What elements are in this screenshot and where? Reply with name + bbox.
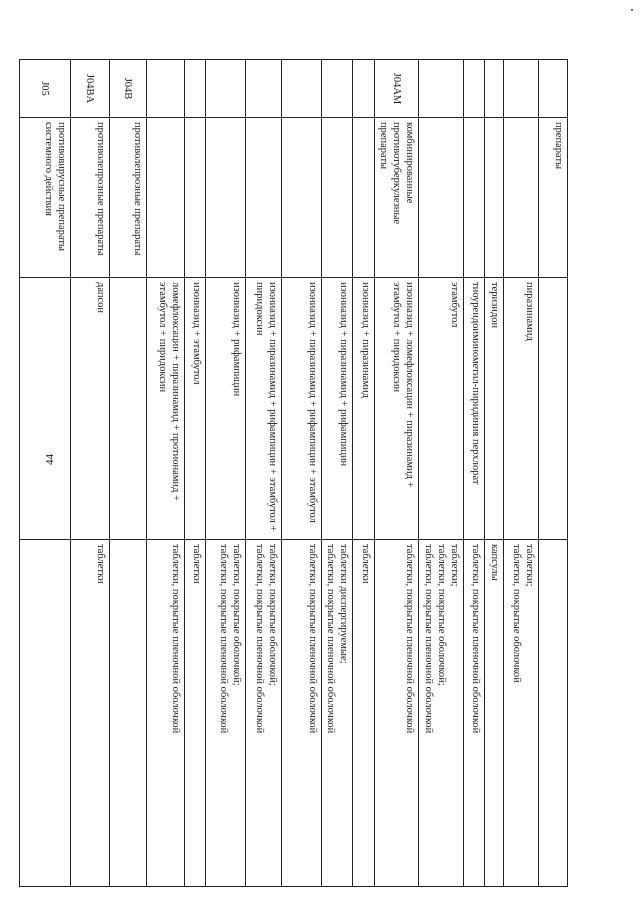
group-cell [282, 118, 322, 278]
atc-code-cell [185, 60, 206, 118]
form-cell: капсулы [485, 540, 504, 887]
drug-cell: изониазид + рифампицин [206, 278, 246, 540]
table-row [147, 60, 185, 887]
form-cell: таблетки, покрытые пленочной оболочкой [282, 540, 322, 887]
drug-cell: изониазид + пиразинамид + рифампицин [322, 278, 353, 540]
atc-code-cell: J04BA [71, 60, 110, 118]
drug-cell: изониазид + пиразинамид + рифампицин + этамбутол [282, 278, 322, 540]
atc-code-cell [539, 60, 568, 118]
table-row [185, 60, 206, 887]
drug-cell: этамбутол [419, 278, 464, 540]
atc-code-cell [504, 60, 539, 118]
drug-table [19, 59, 568, 887]
form-cell [110, 540, 147, 887]
atc-code-cell: J04B [110, 60, 147, 118]
drug-cell: изониазид + пиразинамид + рифампицин + этамбутол + пиридоксин [246, 278, 282, 540]
drug-cell: пиразинамид [504, 278, 539, 540]
table-row [375, 60, 419, 887]
atc-code-cell [485, 60, 504, 118]
group-cell [485, 118, 504, 278]
drug-cell: дапсон [71, 278, 110, 540]
atc-code-cell: J05 [20, 60, 71, 118]
drug-cell: изониазид + ломефлоксацин + пиразинамид + этамбутол + пиридоксин [375, 278, 419, 540]
atc-code-cell [282, 60, 322, 118]
table-row [322, 60, 353, 887]
form-cell: таблетки [353, 540, 375, 887]
atc-code-cell [464, 60, 485, 118]
drug-cell: тиоуреидоиминометил-пиридиния перхлорат [464, 278, 485, 540]
group-cell: противовирусные препараты системного действия [20, 118, 71, 278]
atc-code-cell [419, 60, 464, 118]
form-cell: таблетки, покрытые пленочной оболочкой [464, 540, 485, 887]
group-cell [147, 118, 185, 278]
group-cell [185, 118, 206, 278]
table-row [539, 60, 568, 887]
form-cell: таблетки диспергируемые; таблетки, покрытые пленочной оболочкой [322, 540, 353, 887]
form-cell [20, 540, 71, 887]
table-row [206, 60, 246, 887]
table-row [504, 60, 539, 887]
table-row [485, 60, 504, 887]
form-cell: таблетки, покрытые оболочкой; таблетки, покрытые пленочной оболочкой [206, 540, 246, 887]
group-cell [504, 118, 539, 278]
table-row [419, 60, 464, 887]
atc-code-cell [147, 60, 185, 118]
form-cell: таблетки [71, 540, 110, 887]
group-cell [322, 118, 353, 278]
group-cell [206, 118, 246, 278]
table-row [353, 60, 375, 887]
group-cell: препараты [539, 118, 568, 278]
group-cell [464, 118, 485, 278]
form-cell: таблетки, покрытые оболочкой; таблетки, покрытые пленочной оболочкой [246, 540, 282, 887]
group-cell [246, 118, 282, 278]
drug-cell: изониазид + пиразинамид [353, 278, 375, 540]
group-cell: комбинированные противотуберкулезные препараты [375, 118, 419, 278]
atc-code-cell [353, 60, 375, 118]
form-cell [539, 540, 568, 887]
form-cell: таблетки [185, 540, 206, 887]
group-cell: противолепрозные препараты [110, 118, 147, 278]
drug-cell: ломефлоксацин + пиразинамид + протионамид + этамбутол + пиридоксин [147, 278, 185, 540]
table-row [20, 60, 71, 887]
form-cell: таблетки, покрытые пленочной оболочкой [375, 540, 419, 887]
table-row [110, 60, 147, 887]
group-cell [419, 118, 464, 278]
drug-cell [20, 278, 71, 540]
table-row [282, 60, 322, 887]
table-row [246, 60, 282, 887]
atc-code-cell [206, 60, 246, 118]
drug-cell [539, 278, 568, 540]
atc-code-cell: J04AM [375, 60, 419, 118]
group-cell: противолепрозные препараты [71, 118, 110, 278]
form-cell: таблетки; таблетки, покрытые оболочкой; таблетки, покрытые пленочной оболочкой [419, 540, 464, 887]
page-number: 44 [44, 454, 56, 465]
table-row [71, 60, 110, 887]
drug-cell: изониазид + этамбутол [185, 278, 206, 540]
form-cell: таблетки, покрытые пленочной оболочкой [147, 540, 185, 887]
table-row [464, 60, 485, 887]
drug-cell: теризидон [485, 278, 504, 540]
atc-code-cell [322, 60, 353, 118]
form-cell: таблетки; таблетки, покрытые оболочкой [504, 540, 539, 887]
group-cell [353, 118, 375, 278]
atc-code-cell [246, 60, 282, 118]
drug-cell [110, 278, 147, 540]
